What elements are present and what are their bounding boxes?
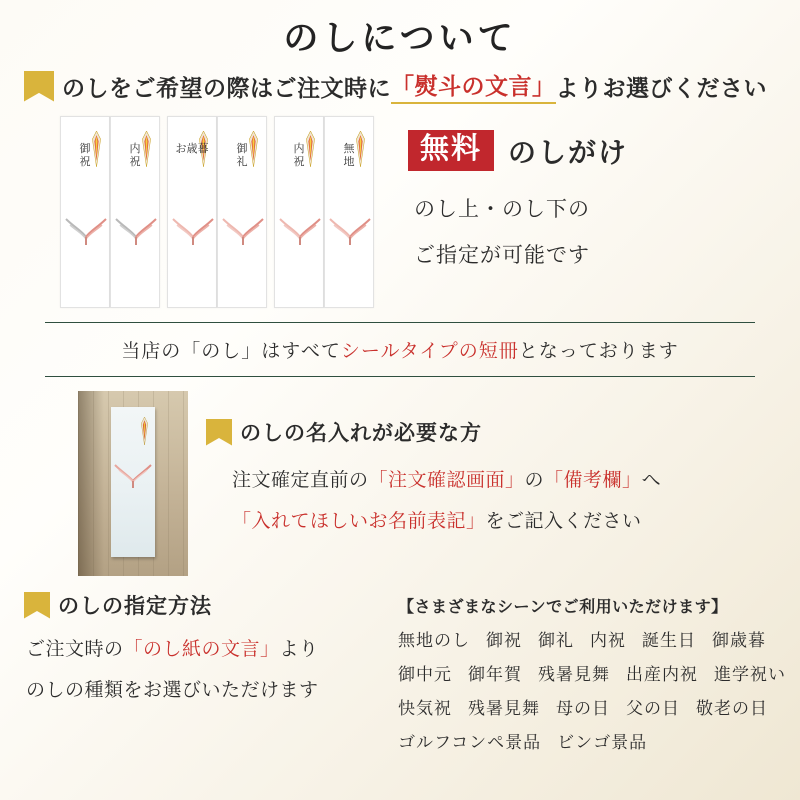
noshi-sample [167,116,217,308]
band-post: となっております [518,341,679,362]
noshi-sample [110,116,160,308]
line1-accent-a: 「注文確認画面」 [368,470,525,491]
line1-accent-b: 「備考欄」 [544,470,642,491]
mizuhiki-knot-icon [221,217,265,247]
line1-post: へ [641,470,662,491]
free-badge: 無料 [408,130,494,171]
photo-shadow [78,391,104,576]
how-to-line1-accent: 「のし紙の文言」 [123,639,280,660]
how-to-specify-block [24,590,394,753]
how-to-heading: のしの指定方法 [58,594,212,618]
mizuhiki-knot-icon [278,217,322,247]
noshi-sample-list [60,116,374,308]
mizuhiki-knot-icon [113,463,153,489]
scene-item: 母の日 [556,699,610,718]
name-entry-heading: のしの名入れが必要な方 [240,421,482,445]
noshi-sample-group [60,116,160,308]
samples-area [0,116,800,308]
scene-item: 内祝 [590,631,626,650]
noshi-sample-label: 無 地 [343,143,355,168]
free-line-1: のし上・のし下の [414,197,590,221]
how-to-line-1 [24,634,394,661]
scene-item: ビンゴ景品 [557,733,648,752]
noshi-sample-group [274,116,374,308]
ribbon-flag-icon [206,419,232,446]
ribbon-flag-icon [24,71,54,102]
scene-item: 御歳暮 [712,631,766,650]
scene-item: 快気祝 [398,699,452,718]
line1-pre: 注文確定直前の [232,470,369,491]
how-to-line1-pre: ご注文時の [26,639,124,660]
line2-accent: 「入れてほしいお名前表記」 [232,511,486,532]
line1-mid: の [524,470,545,491]
name-entry-line-1 [206,465,661,492]
headline-pre: のしをご希望の際はご注文時に [62,75,391,101]
noshi-sample [60,116,110,308]
headline-accent: 「熨斗の文言」 [391,68,556,104]
noshi-strip-photo [111,407,155,557]
scene-item: 御中元 [398,665,452,684]
mizuhiki-knot-icon [328,217,372,247]
scene-list-row [398,728,786,753]
scene-item: 無地のし [398,631,470,650]
headline-post: よりお選びください [555,75,767,101]
name-entry-section [0,391,800,576]
scene-item: 残暑見舞 [468,699,540,718]
band-pre: 当店の「のし」はすべて [121,341,341,362]
mizuhiki-knot-icon [114,217,158,247]
noshi-awabi-icon [140,417,149,445]
headline-row [0,68,800,104]
mizuhiki-knot-icon [64,217,108,247]
seal-type-band [45,322,755,377]
ribbon-flag-icon [24,592,50,619]
scene-list-row [398,660,786,685]
mizuhiki-knot-icon [171,217,215,247]
noshi-sample-label: 御 礼 [236,143,248,168]
noshi-sample-group [167,116,267,308]
scene-item: 残暑見舞 [538,665,610,684]
noshi-sample [217,116,267,308]
scene-list-block [398,590,786,753]
scene-item: 進学祝い [714,665,786,684]
scene-item: 誕生日 [642,631,696,650]
free-noshi-block [408,116,628,269]
noshi-sample-label: 内 祝 [129,143,141,168]
scene-list-row [398,694,786,719]
bottom-section [0,590,800,753]
noshi-sample-label: 御 祝 [79,143,91,168]
name-entry-line-2 [206,506,661,533]
scene-item: 御礼 [538,631,574,650]
how-to-heading-row [24,590,394,620]
how-to-line1-post: より [279,639,319,660]
scene-item: 御年賀 [468,665,522,684]
scene-item: 父の日 [626,699,680,718]
name-entry-heading-row [206,417,661,447]
scene-item: ゴルフコンペ景品 [398,733,542,752]
noshi-sample [274,116,324,308]
name-entry-text [206,391,661,576]
free-row [408,130,628,171]
band-accent: シールタイプの短冊 [340,341,519,362]
scene-item: 出産内祝 [626,665,698,684]
noshi-photo [78,391,188,576]
scene-item: 御祝 [486,631,522,650]
how-to-line-2: のしの種類をお選びいただけます [26,680,319,701]
scene-item: 敬老の日 [696,699,768,718]
line2-post: をご記入ください [485,511,642,532]
noshi-sample-label: お歳暮 [175,143,209,155]
page-title: のしについて [283,19,517,58]
scene-list-row [398,626,786,651]
free-line-2: ご指定が可能です [414,243,590,267]
noshi-sample [324,116,374,308]
scene-list-heading: 【さまざまなシーンでご利用いただけます】 [398,599,728,616]
free-title: のしがけ [508,137,629,169]
noshi-sample-label: 内 祝 [293,143,305,168]
